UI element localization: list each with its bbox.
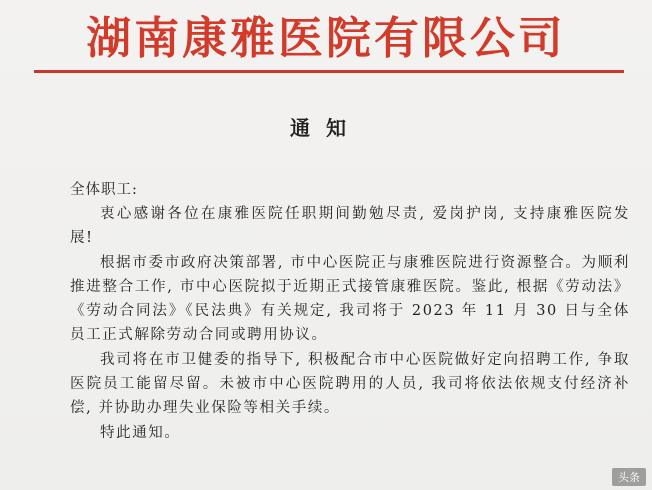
company-name: 湖南康雅医院有限公司 xyxy=(86,13,566,64)
notice-body xyxy=(70,202,630,445)
closing-line: 特此通知。 xyxy=(100,424,181,441)
notice-title: 通知 xyxy=(290,116,362,140)
letterhead-red-rule xyxy=(34,70,624,73)
salutation: 全体职工: xyxy=(70,182,138,198)
source-watermark: 头条 xyxy=(612,468,646,486)
paragraph-termination: 根据市委市政府决策部署, 市中心医院正与康雅医院进行资源整合。为顺利推进整合工作, 市中心医院拟于近期正式接管康雅医院。鉴此, 根据《劳动法》《劳动合同法》《民法典》有关规定, 我司将于 2023 年 11 月 30 日与全体员工正式解除劳动合同或聘用协议。 xyxy=(70,254,630,344)
paragraph-recruitment: 我司将在市卫健委的指导下, 积极配合市中心医院做好定向招聘工作, 争取医院员工能留尽留。未被市中心医院聘用的人员, 我司将依法依规支付经济补偿, 并协助办理失业保险等相关手续。 xyxy=(70,351,630,417)
letterhead xyxy=(0,10,652,72)
paragraph-thanks: 衷心感谢各位在康雅医院任职期间勤勉尽责, 爱岗护岗, 支持康雅医院发展! xyxy=(70,206,630,247)
